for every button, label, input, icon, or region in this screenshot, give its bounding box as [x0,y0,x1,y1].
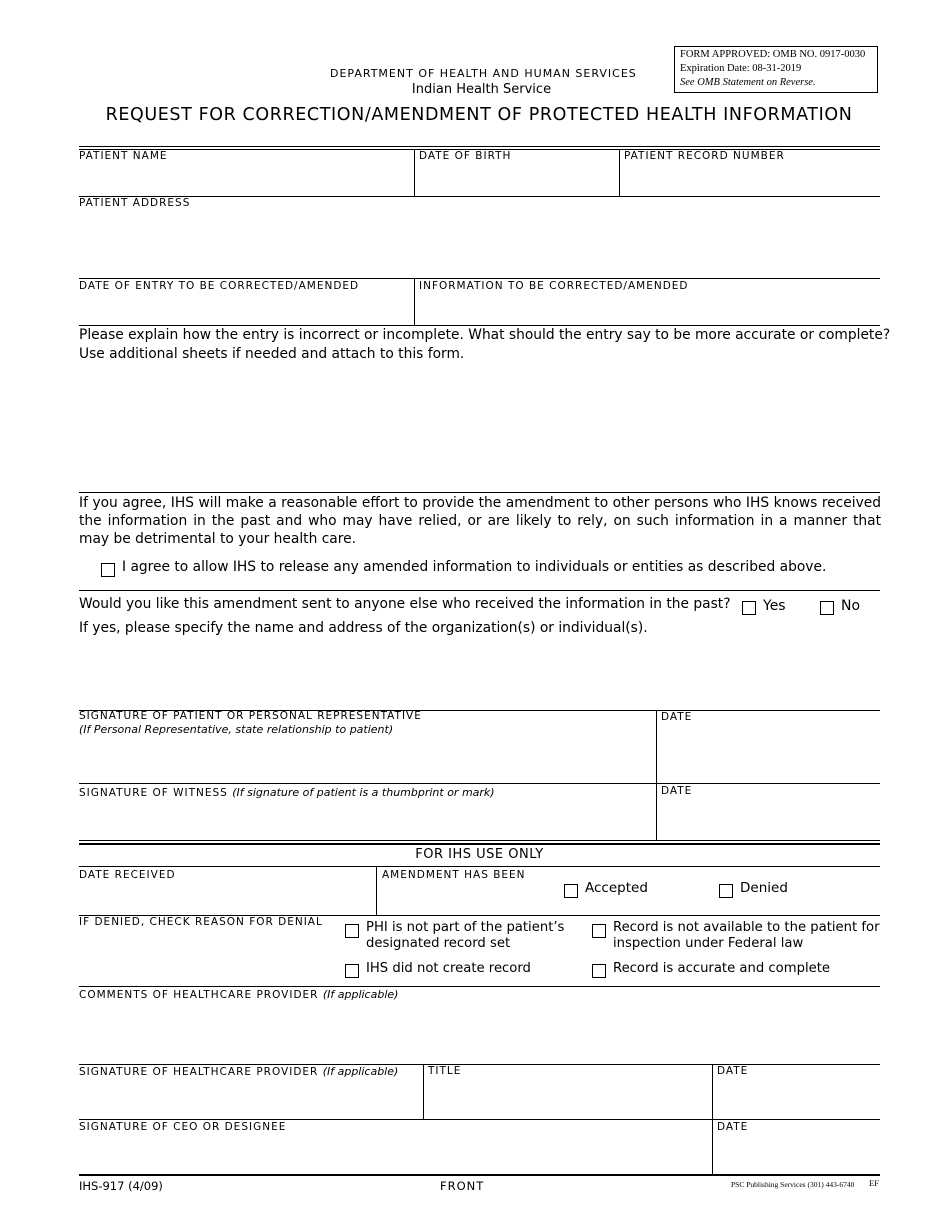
date-received-label: DATE RECEIVED [79,869,176,881]
divider [656,710,657,840]
patient-address-label: PATIENT ADDRESS [79,197,191,209]
form-number: IHS-917 (4/09) [79,1179,163,1193]
agency-name: Indian Health Service [411,82,552,97]
witness-signature-field[interactable] [81,805,651,835]
witness-signature-note: (If signature of patient is a thumbprint or mark) [232,786,495,799]
patient-name-input[interactable] [81,170,411,192]
divider [423,1064,424,1119]
row-divider [79,278,880,279]
ceo-date-label: DATE [717,1121,749,1133]
provider-signature-field[interactable] [81,1086,418,1114]
provider-title-input[interactable] [428,1086,708,1114]
send-yes-label: Yes [763,598,786,614]
row-divider [79,986,880,987]
reason-accurate-complete-label: Record is accurate and complete [613,961,831,976]
patient-signature-label: SIGNATURE OF PATIENT OR PERSONAL REPRESENTATIVE [79,710,422,722]
top-rule [79,146,880,147]
ceo-date-input[interactable] [717,1140,877,1168]
provider-title-label: TITLE [428,1065,462,1077]
row-divider [79,492,880,493]
patient-signature-date-input[interactable] [661,748,877,778]
send-yes-checkbox[interactable] [742,601,756,615]
ceo-signature-label: SIGNATURE OF CEO OR DESIGNEE [79,1121,287,1133]
explain-instructions-line2: Use additional sheets if needed and attach to this form. [79,346,465,362]
denial-reason-label: IF DENIED, CHECK REASON FOR DENIAL [79,916,323,928]
agree-release-checkbox[interactable] [101,563,115,577]
information-to-correct-input[interactable] [419,299,877,321]
accepted-label: Accepted [585,880,648,896]
denied-checkbox[interactable] [719,884,733,898]
amendment-has-been-label: AMENDMENT HAS BEEN [382,869,526,881]
explanation-input[interactable] [81,368,878,488]
reason-not-available-line1: Record is not available to the patient for [613,920,880,935]
specify-recipients-instructions: If yes, please specify the name and address of the organization(s) or individual(s). [79,620,648,636]
ceo-signature-field[interactable] [81,1140,707,1168]
row-divider [79,325,880,326]
patient-signature-date-label: DATE [661,711,693,723]
comments-input[interactable] [81,1005,878,1059]
reason-not-available-checkbox[interactable] [592,924,606,938]
comments-label-text: COMMENTS OF HEALTHCARE PROVIDER [79,989,319,1001]
provider-signature-label [79,1065,398,1078]
reason-not-designated-set-label [366,920,564,952]
omb-approval-box [674,46,878,93]
reason-not-designated-set-line1: PHI is not part of the patient’s [366,920,565,935]
information-to-correct-label: INFORMATION TO BE CORRECTED/AMENDED [419,280,689,292]
front-label: FRONT [440,1179,485,1193]
reason-accurate-complete-checkbox[interactable] [592,964,606,978]
patient-record-number-label: PATIENT RECORD NUMBER [624,150,785,162]
provider-date-input[interactable] [717,1086,877,1114]
form-title: REQUEST FOR CORRECTION/AMENDMENT OF PROTECTED HEALTH INFORMATION [105,105,853,125]
witness-signature-label-text: SIGNATURE OF WITNESS [79,787,228,799]
provider-date-label: DATE [717,1065,749,1077]
comments-note: (If applicable) [322,988,399,1001]
publisher-info: PSC Publishing Services (301) 443-6740 [731,1180,855,1189]
ihs-section-rule [79,843,880,845]
send-no-label: No [841,598,861,614]
agree-release-label: I agree to allow IHS to release any amended information to individuals or entities as described above. [122,559,827,575]
date-of-birth-input[interactable] [419,170,615,192]
witness-signature-date-input[interactable] [661,805,877,835]
reason-not-available-line2: inspection under Federal law [613,936,804,951]
ef-mark: EF [869,1178,879,1188]
reason-ihs-did-not-create-checkbox[interactable] [345,964,359,978]
row-divider [79,840,880,841]
ihs-use-only-heading: FOR IHS USE ONLY [415,847,544,862]
bottom-rule [79,1174,880,1176]
patient-address-input[interactable] [81,214,878,274]
provider-signature-label-text: SIGNATURE OF HEALTHCARE PROVIDER [79,1066,319,1078]
date-of-birth-label: DATE OF BIRTH [419,150,512,162]
date-of-entry-label: DATE OF ENTRY TO BE CORRECTED/AMENDED [79,280,360,292]
explain-instructions-line1: Please explain how the entry is incorrect or incomplete. What should the entry say to be more accurate or complete? [79,327,891,343]
comments-label [79,988,398,1001]
omb-statement-note: See OMB Statement on Reverse. [680,77,816,88]
patient-name-label: PATIENT NAME [79,150,168,162]
divider [619,149,620,196]
row-divider [79,783,880,784]
department-name: DEPARTMENT OF HEALTH AND HUMAN SERVICES [330,67,637,80]
patient-record-number-input[interactable] [624,170,878,192]
witness-signature-date-label: DATE [661,785,693,797]
reason-not-designated-set-line2: designated record set [366,936,511,951]
divider [414,149,415,196]
date-received-input[interactable] [81,886,371,910]
accepted-checkbox[interactable] [564,884,578,898]
divider [414,278,415,325]
witness-signature-label [79,786,495,799]
recipients-input[interactable] [81,642,878,704]
omb-number: FORM APPROVED: OMB NO. 0917-0030 [680,49,866,60]
row-divider [79,866,880,867]
row-divider [79,196,880,197]
row-divider [79,590,880,591]
reason-not-available-label [613,920,880,952]
patient-signature-note: (If Personal Representative, state relationship to patient) [79,723,394,736]
date-of-entry-input[interactable] [81,299,411,321]
patient-signature-field[interactable] [81,748,651,778]
reason-not-designated-set-checkbox[interactable] [345,924,359,938]
send-no-checkbox[interactable] [820,601,834,615]
denied-label: Denied [740,880,788,896]
provider-signature-note: (If applicable) [322,1065,399,1078]
reason-ihs-did-not-create-label: IHS did not create record [366,961,531,976]
release-agreement-paragraph: If you agree, IHS will make a reasonable effort to provide the amendment to other persons who IHS knows received the information in the past and who may have relied, or are likely to rely, on such information in a manner that may be detrimental to your health care. [79,495,881,547]
omb-expiration: Expiration Date: 08-31-2019 [680,63,802,74]
send-amendment-question: Would you like this amendment sent to anyone else who received the information in the past? [79,596,731,612]
row-divider [79,1119,880,1120]
divider [376,866,377,915]
